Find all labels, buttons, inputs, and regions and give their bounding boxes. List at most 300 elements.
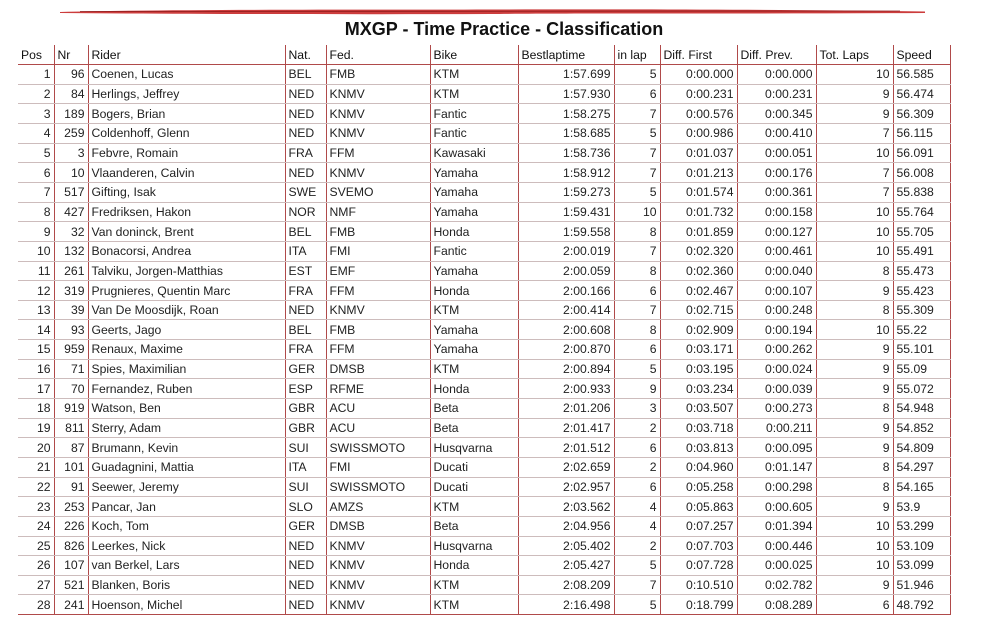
cell-diff-first: 0:02.715	[660, 300, 737, 320]
table-row	[18, 222, 950, 242]
cell-fed: SWISSMOTO	[326, 438, 430, 458]
cell-tot-laps: 8	[816, 261, 893, 281]
cell-in-lap: 5	[614, 595, 660, 615]
cell-rider: Blanken, Boris	[88, 575, 285, 595]
cell-nr: 84	[54, 84, 88, 104]
table-row	[18, 261, 950, 281]
table-row	[18, 340, 950, 360]
cell-in-lap: 4	[614, 497, 660, 517]
cell-bike: Yamaha	[430, 182, 518, 202]
cell-tot-laps: 10	[816, 143, 893, 163]
cell-rider: Bogers, Brian	[88, 104, 285, 124]
cell-tot-laps: 8	[816, 477, 893, 497]
cell-diff-prev: 0:00.461	[737, 241, 816, 261]
cell-nr: 93	[54, 320, 88, 340]
classification-table	[18, 45, 951, 615]
cell-diff-prev: 0:00.000	[737, 65, 816, 85]
cell-nat: GBR	[285, 418, 326, 438]
cell-tot-laps: 10	[816, 241, 893, 261]
cell-pos: 2	[18, 84, 54, 104]
cell-diff-first: 0:01.037	[660, 143, 737, 163]
cell-pos: 1	[18, 65, 54, 85]
cell-tot-laps: 9	[816, 438, 893, 458]
header-row	[18, 45, 950, 65]
cell-in-lap: 6	[614, 84, 660, 104]
cell-nat: SWE	[285, 182, 326, 202]
cell-bestlaptime: 2:00.933	[518, 379, 614, 399]
cell-pos: 24	[18, 516, 54, 536]
cell-rider: Seewer, Jeremy	[88, 477, 285, 497]
cell-rider: Pancar, Jan	[88, 497, 285, 517]
cell-tot-laps: 9	[816, 104, 893, 124]
column-header-fed: Fed.	[326, 45, 430, 65]
cell-fed: KNMV	[326, 104, 430, 124]
cell-rider: Watson, Ben	[88, 399, 285, 419]
cell-nr: 521	[54, 575, 88, 595]
cell-nr: 71	[54, 359, 88, 379]
cell-diff-first: 0:00.576	[660, 104, 737, 124]
cell-pos: 3	[18, 104, 54, 124]
cell-bike: KTM	[430, 497, 518, 517]
table-row	[18, 477, 950, 497]
cell-tot-laps: 9	[816, 497, 893, 517]
cell-bestlaptime: 1:58.912	[518, 163, 614, 183]
cell-diff-prev: 0:00.194	[737, 320, 816, 340]
cell-pos: 19	[18, 418, 54, 438]
cell-in-lap: 3	[614, 399, 660, 419]
cell-nr: 919	[54, 399, 88, 419]
cell-in-lap: 5	[614, 65, 660, 85]
cell-bike: Yamaha	[430, 320, 518, 340]
cell-diff-first: 0:10.510	[660, 575, 737, 595]
cell-nr: 319	[54, 281, 88, 301]
cell-speed: 53.299	[893, 516, 950, 536]
cell-tot-laps: 10	[816, 536, 893, 556]
cell-speed: 56.091	[893, 143, 950, 163]
cell-diff-first: 0:03.171	[660, 340, 737, 360]
cell-in-lap: 7	[614, 143, 660, 163]
cell-diff-prev: 0:00.605	[737, 497, 816, 517]
cell-nat: NED	[285, 163, 326, 183]
cell-rider: Geerts, Jago	[88, 320, 285, 340]
cell-diff-first: 0:01.732	[660, 202, 737, 222]
cell-nr: 70	[54, 379, 88, 399]
cell-nat: EST	[285, 261, 326, 281]
cell-speed: 55.764	[893, 202, 950, 222]
cell-speed: 54.809	[893, 438, 950, 458]
cell-speed: 55.423	[893, 281, 950, 301]
cell-bike: KTM	[430, 359, 518, 379]
cell-nr: 959	[54, 340, 88, 360]
table-row	[18, 497, 950, 517]
cell-bike: Yamaha	[430, 202, 518, 222]
cell-bestlaptime: 1:59.273	[518, 182, 614, 202]
cell-tot-laps: 10	[816, 222, 893, 242]
cell-speed: 54.852	[893, 418, 950, 438]
cell-speed: 55.072	[893, 379, 950, 399]
cell-nat: NED	[285, 575, 326, 595]
cell-nat: NED	[285, 556, 326, 576]
cell-bestlaptime: 2:00.166	[518, 281, 614, 301]
cell-diff-prev: 0:00.410	[737, 124, 816, 144]
cell-pos: 22	[18, 477, 54, 497]
cell-rider: Van De Moosdijk, Roan	[88, 300, 285, 320]
cell-in-lap: 8	[614, 320, 660, 340]
cell-nat: NOR	[285, 202, 326, 222]
table-row	[18, 202, 950, 222]
cell-pos: 25	[18, 536, 54, 556]
cell-bestlaptime: 2:00.894	[518, 359, 614, 379]
cell-nat: SLO	[285, 497, 326, 517]
cell-tot-laps: 10	[816, 320, 893, 340]
cell-pos: 21	[18, 457, 54, 477]
cell-pos: 9	[18, 222, 54, 242]
cell-diff-prev: 0:01.394	[737, 516, 816, 536]
cell-pos: 11	[18, 261, 54, 281]
cell-rider: Renaux, Maxime	[88, 340, 285, 360]
cell-diff-first: 0:07.257	[660, 516, 737, 536]
cell-rider: Sterry, Adam	[88, 418, 285, 438]
cell-bestlaptime: 1:59.558	[518, 222, 614, 242]
cell-in-lap: 5	[614, 182, 660, 202]
cell-tot-laps: 10	[816, 65, 893, 85]
cell-pos: 28	[18, 595, 54, 615]
cell-diff-prev: 0:00.176	[737, 163, 816, 183]
cell-diff-prev: 0:00.025	[737, 556, 816, 576]
cell-rider: Fredriksen, Hakon	[88, 202, 285, 222]
cell-fed: ACU	[326, 399, 430, 419]
cell-bestlaptime: 2:00.414	[518, 300, 614, 320]
cell-tot-laps: 10	[816, 202, 893, 222]
cell-bestlaptime: 2:00.608	[518, 320, 614, 340]
table-row	[18, 536, 950, 556]
cell-nr: 3	[54, 143, 88, 163]
cell-speed: 56.474	[893, 84, 950, 104]
cell-bestlaptime: 2:00.870	[518, 340, 614, 360]
cell-in-lap: 8	[614, 261, 660, 281]
cell-bike: KTM	[430, 65, 518, 85]
cell-bestlaptime: 2:16.498	[518, 595, 614, 615]
cell-fed: NMF	[326, 202, 430, 222]
cell-nr: 261	[54, 261, 88, 281]
cell-tot-laps: 7	[816, 124, 893, 144]
cell-diff-first: 0:02.320	[660, 241, 737, 261]
cell-nr: 10	[54, 163, 88, 183]
cell-diff-prev: 0:00.345	[737, 104, 816, 124]
column-header-nat: Nat.	[285, 45, 326, 65]
cell-bike: KTM	[430, 575, 518, 595]
table-body	[18, 65, 950, 615]
cell-speed: 56.008	[893, 163, 950, 183]
cell-bestlaptime: 2:05.427	[518, 556, 614, 576]
cell-in-lap: 2	[614, 536, 660, 556]
cell-pos: 4	[18, 124, 54, 144]
cell-speed: 53.099	[893, 556, 950, 576]
cell-in-lap: 6	[614, 477, 660, 497]
table-row	[18, 438, 950, 458]
cell-diff-first: 0:18.799	[660, 595, 737, 615]
cell-in-lap: 2	[614, 457, 660, 477]
cell-diff-first: 0:05.863	[660, 497, 737, 517]
table-row	[18, 300, 950, 320]
cell-nat: NED	[285, 536, 326, 556]
cell-nr: 427	[54, 202, 88, 222]
cell-pos: 14	[18, 320, 54, 340]
table-row	[18, 143, 950, 163]
table-row	[18, 281, 950, 301]
cell-fed: FMB	[326, 65, 430, 85]
cell-nat: SUI	[285, 477, 326, 497]
cell-pos: 12	[18, 281, 54, 301]
cell-bestlaptime: 2:04.956	[518, 516, 614, 536]
table-row	[18, 379, 950, 399]
column-header-bestlaptime: Bestlaptime	[518, 45, 614, 65]
cell-diff-first: 0:03.195	[660, 359, 737, 379]
cell-pos: 6	[18, 163, 54, 183]
cell-fed: FFM	[326, 340, 430, 360]
cell-diff-first: 0:03.813	[660, 438, 737, 458]
cell-rider: Herlings, Jeffrey	[88, 84, 285, 104]
cell-bike: Yamaha	[430, 261, 518, 281]
cell-fed: DMSB	[326, 359, 430, 379]
cell-bike: Honda	[430, 281, 518, 301]
table-header	[18, 45, 950, 65]
cell-speed: 54.297	[893, 457, 950, 477]
cell-fed: KNMV	[326, 300, 430, 320]
cell-fed: KNMV	[326, 556, 430, 576]
cell-fed: KNMV	[326, 595, 430, 615]
cell-pos: 18	[18, 399, 54, 419]
cell-nat: BEL	[285, 320, 326, 340]
cell-in-lap: 5	[614, 124, 660, 144]
cell-diff-prev: 0:00.298	[737, 477, 816, 497]
cell-diff-prev: 0:00.040	[737, 261, 816, 281]
cell-pos: 17	[18, 379, 54, 399]
cell-bestlaptime: 2:02.659	[518, 457, 614, 477]
cell-nr: 132	[54, 241, 88, 261]
cell-in-lap: 7	[614, 300, 660, 320]
table-row	[18, 163, 950, 183]
cell-bike: Fantic	[430, 124, 518, 144]
cell-diff-first: 0:05.258	[660, 477, 737, 497]
cell-nr: 91	[54, 477, 88, 497]
cell-bestlaptime: 2:00.059	[518, 261, 614, 281]
cell-nr: 96	[54, 65, 88, 85]
cell-bike: Husqvarna	[430, 438, 518, 458]
cell-nat: NED	[285, 124, 326, 144]
cell-in-lap: 10	[614, 202, 660, 222]
cell-speed: 54.948	[893, 399, 950, 419]
cell-tot-laps: 9	[816, 575, 893, 595]
cell-rider: Coldenhoff, Glenn	[88, 124, 285, 144]
cell-in-lap: 6	[614, 281, 660, 301]
cell-speed: 55.705	[893, 222, 950, 242]
cell-pos: 10	[18, 241, 54, 261]
table-row	[18, 84, 950, 104]
cell-bestlaptime: 2:01.417	[518, 418, 614, 438]
cell-bike: Kawasaki	[430, 143, 518, 163]
cell-nat: ITA	[285, 241, 326, 261]
cell-rider: Spies, Maximilian	[88, 359, 285, 379]
cell-bike: KTM	[430, 84, 518, 104]
cell-pos: 5	[18, 143, 54, 163]
cell-diff-prev: 0:00.127	[737, 222, 816, 242]
cell-speed: 48.792	[893, 595, 950, 615]
cell-rider: Hoenson, Michel	[88, 595, 285, 615]
cell-fed: SWISSMOTO	[326, 477, 430, 497]
column-header-diff-first: Diff. First	[660, 45, 737, 65]
cell-diff-first: 0:01.213	[660, 163, 737, 183]
cell-diff-prev: 0:00.273	[737, 399, 816, 419]
cell-bike: Beta	[430, 516, 518, 536]
table-row	[18, 182, 950, 202]
cell-nat: GER	[285, 516, 326, 536]
cell-rider: Brumann, Kevin	[88, 438, 285, 458]
cell-diff-prev: 0:00.446	[737, 536, 816, 556]
cell-nat: ITA	[285, 457, 326, 477]
cell-tot-laps: 7	[816, 163, 893, 183]
cell-nat: FRA	[285, 340, 326, 360]
cell-diff-first: 0:02.360	[660, 261, 737, 281]
cell-nr: 87	[54, 438, 88, 458]
cell-pos: 27	[18, 575, 54, 595]
column-header-nr: Nr	[54, 45, 88, 65]
cell-speed: 51.946	[893, 575, 950, 595]
cell-bestlaptime: 2:05.402	[518, 536, 614, 556]
cell-fed: KNMV	[326, 536, 430, 556]
column-header-speed: Speed	[893, 45, 950, 65]
cell-in-lap: 7	[614, 104, 660, 124]
column-header-pos: Pos	[18, 45, 54, 65]
cell-nat: NED	[285, 104, 326, 124]
cell-diff-first: 0:00.000	[660, 65, 737, 85]
cell-speed: 56.115	[893, 124, 950, 144]
cell-nat: SUI	[285, 438, 326, 458]
cell-in-lap: 7	[614, 163, 660, 183]
cell-bestlaptime: 2:00.019	[518, 241, 614, 261]
cell-diff-prev: 0:00.107	[737, 281, 816, 301]
cell-fed: EMF	[326, 261, 430, 281]
cell-nr: 39	[54, 300, 88, 320]
cell-speed: 54.165	[893, 477, 950, 497]
cell-bike: Fantic	[430, 104, 518, 124]
cell-bike: Husqvarna	[430, 536, 518, 556]
cell-rider: van Berkel, Lars	[88, 556, 285, 576]
cell-pos: 8	[18, 202, 54, 222]
cell-tot-laps: 9	[816, 84, 893, 104]
cell-bike: Beta	[430, 399, 518, 419]
cell-rider: Talviku, Jorgen-Matthias	[88, 261, 285, 281]
table-row	[18, 457, 950, 477]
cell-diff-prev: 0:02.782	[737, 575, 816, 595]
cell-rider: Prugnieres, Quentin Marc	[88, 281, 285, 301]
cell-bestlaptime: 2:01.206	[518, 399, 614, 419]
table-row	[18, 241, 950, 261]
cell-in-lap: 8	[614, 222, 660, 242]
cell-fed: DMSB	[326, 516, 430, 536]
cell-nr: 826	[54, 536, 88, 556]
cell-diff-first: 0:03.718	[660, 418, 737, 438]
cell-diff-prev: 0:08.289	[737, 595, 816, 615]
cell-bike: KTM	[430, 595, 518, 615]
cell-in-lap: 5	[614, 359, 660, 379]
cell-nat: BEL	[285, 222, 326, 242]
cell-speed: 55.473	[893, 261, 950, 281]
cell-bestlaptime: 1:58.685	[518, 124, 614, 144]
cell-pos: 13	[18, 300, 54, 320]
column-header-rider: Rider	[88, 45, 285, 65]
cell-fed: KNMV	[326, 84, 430, 104]
cell-speed: 55.22	[893, 320, 950, 340]
page-title: MXGP - Time Practice - Classification	[344, 19, 664, 39]
cell-fed: AMZS	[326, 497, 430, 517]
cell-diff-first: 0:07.703	[660, 536, 737, 556]
cell-nat: BEL	[285, 65, 326, 85]
cell-pos: 15	[18, 340, 54, 360]
cell-diff-prev: 0:00.361	[737, 182, 816, 202]
cell-diff-first: 0:02.467	[660, 281, 737, 301]
cell-bike: Ducati	[430, 477, 518, 497]
cell-speed: 55.491	[893, 241, 950, 261]
cell-speed: 55.838	[893, 182, 950, 202]
cell-speed: 53.9	[893, 497, 950, 517]
cell-in-lap: 6	[614, 438, 660, 458]
cell-diff-prev: 0:00.158	[737, 202, 816, 222]
table-row	[18, 595, 950, 615]
cell-bike: Yamaha	[430, 163, 518, 183]
cell-bestlaptime: 2:01.512	[518, 438, 614, 458]
cell-rider: Leerkes, Nick	[88, 536, 285, 556]
cell-nat: GER	[285, 359, 326, 379]
cell-rider: Fernandez, Ruben	[88, 379, 285, 399]
cell-bestlaptime: 2:02.957	[518, 477, 614, 497]
cell-nat: GBR	[285, 399, 326, 419]
table-row	[18, 359, 950, 379]
table-row	[18, 556, 950, 576]
cell-speed: 56.309	[893, 104, 950, 124]
cell-rider: Vlaanderen, Calvin	[88, 163, 285, 183]
cell-nr: 226	[54, 516, 88, 536]
cell-rider: Koch, Tom	[88, 516, 285, 536]
cell-nat: NED	[285, 595, 326, 615]
cell-diff-first: 0:00.231	[660, 84, 737, 104]
cell-nr: 189	[54, 104, 88, 124]
cell-in-lap: 5	[614, 556, 660, 576]
column-header-tot-laps: Tot. Laps	[816, 45, 893, 65]
cell-diff-prev: 0:00.211	[737, 418, 816, 438]
cell-fed: RFME	[326, 379, 430, 399]
cell-bestlaptime: 2:03.562	[518, 497, 614, 517]
cell-diff-first: 0:01.574	[660, 182, 737, 202]
cell-speed: 53.109	[893, 536, 950, 556]
cell-pos: 7	[18, 182, 54, 202]
cell-in-lap: 6	[614, 340, 660, 360]
column-header-in-lap: in lap	[614, 45, 660, 65]
cell-fed: ACU	[326, 418, 430, 438]
cell-diff-first: 0:01.859	[660, 222, 737, 242]
cell-nr: 259	[54, 124, 88, 144]
cell-bike: Honda	[430, 556, 518, 576]
cell-in-lap: 7	[614, 575, 660, 595]
cell-tot-laps: 8	[816, 300, 893, 320]
cell-in-lap: 2	[614, 418, 660, 438]
cell-tot-laps: 8	[816, 457, 893, 477]
cell-diff-first: 0:00.986	[660, 124, 737, 144]
cell-in-lap: 7	[614, 241, 660, 261]
cell-tot-laps: 10	[816, 556, 893, 576]
cell-fed: KNMV	[326, 124, 430, 144]
cell-fed: FMI	[326, 241, 430, 261]
